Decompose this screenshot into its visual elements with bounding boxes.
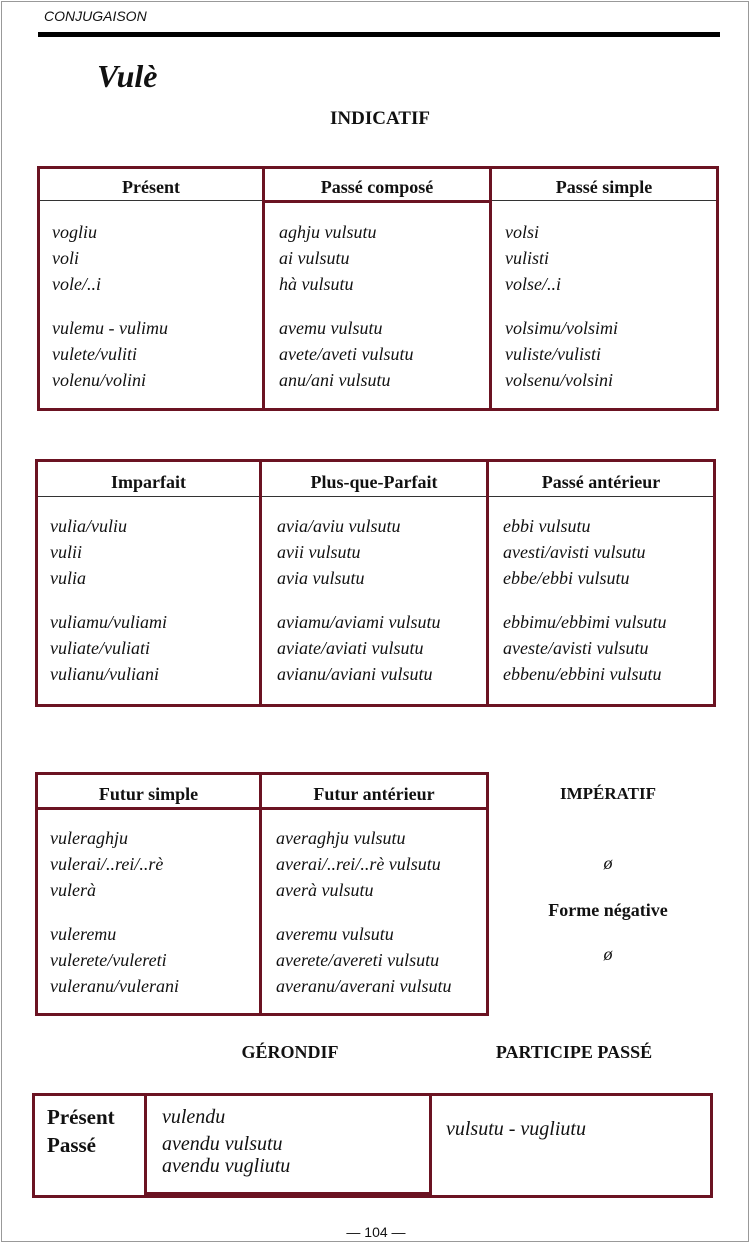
form-item: ai vulsutu: [279, 248, 350, 268]
form-gap: [50, 903, 179, 921]
form-item: vulia/vuliu: [50, 516, 127, 536]
form-gap: [503, 591, 666, 609]
form-item: vogliu: [52, 222, 97, 242]
imperatif-negative-value: ø: [603, 944, 613, 964]
imperatif-title: IMPÉRATIF: [559, 784, 656, 803]
imperatif-negative-label: Forme négative: [548, 900, 668, 920]
indicatif-title: INDICATIF: [330, 108, 430, 129]
form-item: vuliamu/vuliami: [50, 612, 167, 632]
column-header-passe-compose-label: Passé composé: [320, 177, 434, 197]
verb-title: Vulè: [97, 58, 158, 94]
form-gap: [505, 297, 618, 315]
form-item: vulianu/vuliani: [50, 664, 159, 684]
gerondif-row-label-passe: Passé: [47, 1133, 96, 1157]
form-item: avemu vulsutu: [279, 318, 383, 338]
forms-passe-simple: [505, 219, 618, 393]
page-number: — 104 —: [346, 1224, 406, 1240]
form-item: avii vulsutu: [277, 542, 361, 562]
form-item: aviamu/aviami vulsutu: [277, 612, 441, 632]
form-item: vulii: [50, 542, 82, 562]
form-item: hà vulsutu: [279, 274, 354, 294]
participe-title: PARTICIPE PASSÉ: [495, 1042, 653, 1062]
form-item: volsi: [505, 222, 539, 242]
imperatif-value: ø: [603, 853, 613, 873]
form-item: volsenu/volsini: [505, 370, 613, 390]
form-item: vuleremu: [50, 924, 117, 944]
column-divider: [262, 169, 265, 408]
form-item: volenu/volini: [52, 370, 146, 390]
form-item: averai/..rei/..rè vulsutu: [276, 854, 441, 874]
column-header-present: Présent: [122, 177, 180, 197]
form-gap: [276, 903, 451, 921]
form-gap: [277, 591, 440, 609]
column-header-futur-anterieur: Futur antérieur: [313, 784, 435, 804]
forms-futur-simple: [50, 825, 179, 999]
form-gap: [279, 297, 413, 315]
form-item: vole/..i: [52, 274, 101, 294]
form-item: ebbimu/ebbimi vulsutu: [503, 612, 667, 632]
forms-futur-anterieur: [276, 825, 451, 999]
form-item: vulisti: [505, 248, 549, 268]
header-rule: [38, 32, 720, 37]
form-item: aviate/aviati vulsutu: [277, 638, 424, 658]
column-divider: [259, 775, 262, 1013]
form-item: vulerete/vulereti: [50, 950, 167, 970]
participe-value: vulsutu - vugliutu: [446, 1118, 586, 1140]
form-item: vulerai/..rei/..rè: [50, 854, 164, 874]
gerondif-row-label-present: Présent: [47, 1105, 115, 1129]
form-item: vulemu - vulimu: [52, 318, 168, 338]
form-item: ebbenu/ebbini vulsutu: [503, 664, 662, 684]
form-item: averete/avereti vulsutu: [276, 950, 440, 970]
gerondif-form-passe-1: avendu vulsutu: [162, 1133, 283, 1155]
form-item: vulete/vuliti: [52, 344, 137, 364]
form-item: vuliste/vulisti: [505, 344, 601, 364]
column-divider: [486, 462, 489, 704]
gerondif-form-passe-2: avendu vugliutu: [162, 1155, 291, 1177]
form-item: avia/aviu vulsutu: [277, 516, 401, 536]
forms-passe-compose: [279, 219, 413, 393]
form-item: volsimu/volsimi: [505, 318, 618, 338]
column-header-passe-simple: Passé simple: [555, 177, 653, 197]
forms-present: [52, 219, 168, 393]
form-item: averà vulsutu: [276, 880, 374, 900]
form-gap: [50, 591, 167, 609]
form-item: volse/..i: [505, 274, 561, 294]
form-item: aghju vulsutu: [279, 222, 377, 242]
forms-plus-que-parfait: [277, 513, 440, 687]
form-item: avianu/aviani vulsutu: [277, 664, 433, 684]
form-item: anu/ani vulsutu: [279, 370, 391, 390]
column-divider: [259, 462, 262, 704]
form-gap: [52, 297, 168, 315]
form-item: averanu/averani vulsutu: [276, 976, 452, 996]
form-item: vuliate/vuliati: [50, 638, 150, 658]
column-divider: [489, 169, 492, 408]
form-item: aveste/avisti vulsutu: [503, 638, 649, 658]
form-item: averemu vulsutu: [276, 924, 394, 944]
column-header-passe-anterieur: Passé antérieur: [541, 472, 661, 492]
gerondif-form-present: vulendu: [162, 1106, 226, 1128]
column-header-plus-que-parfait: Plus-que-Parfait: [310, 472, 438, 492]
gerondif-title: GÉRONDIF: [241, 1042, 339, 1062]
form-item: vuleranu/vulerani: [50, 976, 179, 996]
form-item: vuleraghju: [50, 828, 128, 848]
column-header-imparfait: Imparfait: [111, 472, 186, 492]
form-item: averaghju vulsutu: [276, 828, 406, 848]
form-item: vulia: [50, 568, 86, 588]
form-item: voli: [52, 248, 79, 268]
table-header-rule: [38, 496, 713, 497]
form-item: avia vulsutu: [277, 568, 365, 588]
form-item: ebbi vulsutu: [503, 516, 591, 536]
forms-imparfait: [50, 513, 167, 687]
forms-passe-anterieur: [503, 513, 666, 687]
form-item: vulerà: [50, 880, 96, 900]
form-item: avesti/avisti vulsutu: [503, 542, 646, 562]
column-header-futur-simple: Futur simple: [98, 784, 199, 804]
form-item: avete/aveti vulsutu: [279, 344, 414, 364]
form-item: ebbe/ebbi vulsutu: [503, 568, 630, 588]
running-header: CONJUGAISON: [44, 8, 147, 24]
